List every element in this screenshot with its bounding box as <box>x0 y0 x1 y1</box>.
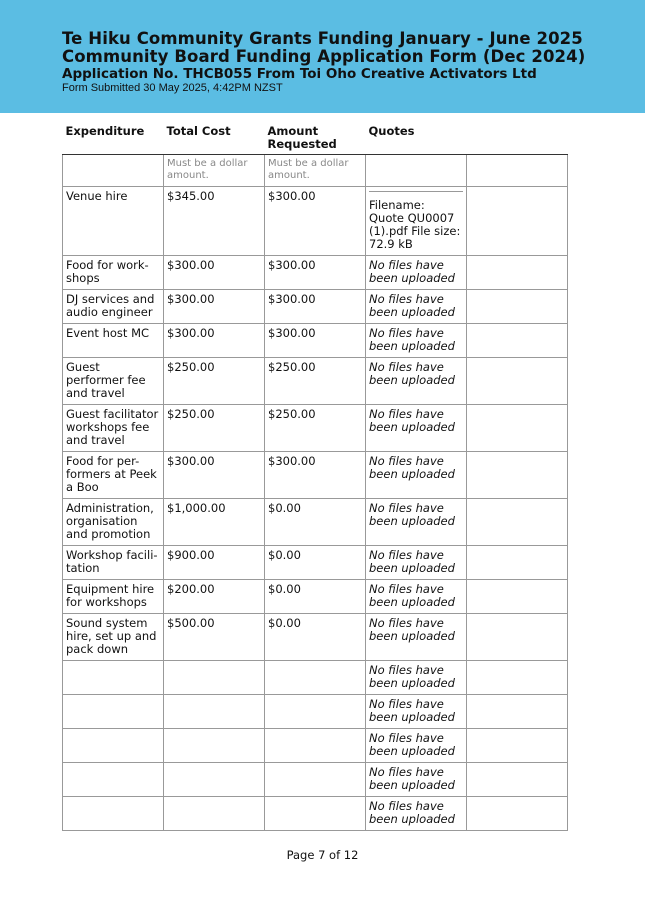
quote-cell <box>366 729 467 763</box>
blank-cell <box>467 324 568 358</box>
no-files-text: No files have been uploaded <box>369 292 455 319</box>
no-files-text: No files have been uploaded <box>369 765 455 792</box>
no-files-text: No files have been uploaded <box>369 731 455 758</box>
no-files-text: No files have been uploaded <box>369 454 455 481</box>
total-cost-cell: $500.00 <box>164 614 265 661</box>
blank-cell <box>467 452 568 499</box>
total-cost-cell: $1,000.00 <box>164 499 265 546</box>
expenditure-cell: Guest facilitator workshops fee and travel <box>63 405 164 452</box>
form-title-line2: Community Board Funding Application Form (Dec 2024) <box>62 47 586 66</box>
amount-requested-cell: $0.00 <box>265 499 366 546</box>
quote-cell <box>366 580 467 614</box>
quote-cell <box>366 614 467 661</box>
hint-cell <box>63 155 164 187</box>
total-cost-cell: $250.00 <box>164 358 265 405</box>
amount-requested-hint: Must be a dollar amount. <box>265 155 366 187</box>
page-number: Page 7 of 12 <box>286 848 359 862</box>
no-files-text: No files have been uploaded <box>369 407 455 434</box>
expenditure-cell <box>63 729 164 763</box>
blank-cell <box>467 358 568 405</box>
column-header-quotes: Quotes <box>366 122 467 155</box>
blank-cell <box>467 763 568 797</box>
expenditure-table <box>62 122 568 831</box>
expenditure-cell: Equipment hire for workshops <box>63 580 164 614</box>
expenditure-cell: Workshop facili-tation <box>63 546 164 580</box>
quote-cell <box>366 187 467 256</box>
expenditure-cell <box>63 797 164 831</box>
total-cost-cell: $200.00 <box>164 580 265 614</box>
no-files-text: No files have been uploaded <box>369 663 455 690</box>
column-header-total-cost: Total Cost <box>164 122 265 155</box>
blank-cell <box>467 729 568 763</box>
amount-requested-cell: $250.00 <box>265 405 366 452</box>
expenditure-cell <box>63 695 164 729</box>
no-files-text: No files have been uploaded <box>369 582 455 609</box>
column-header-expenditure: Expenditure <box>63 122 164 155</box>
quote-cell <box>366 324 467 358</box>
hint-cell <box>467 155 568 187</box>
table-row <box>63 661 568 695</box>
blank-cell <box>467 614 568 661</box>
uploaded-file-info: Filename: Quote QU0007 (1).pdf File size: 72.9 kB <box>369 191 463 251</box>
quote-cell <box>366 358 467 405</box>
quote-cell <box>366 763 467 797</box>
blank-cell <box>467 290 568 324</box>
no-files-text: No files have been uploaded <box>369 616 455 643</box>
amount-requested-cell: $250.00 <box>265 358 366 405</box>
table-row <box>63 405 568 452</box>
table-row <box>63 763 568 797</box>
column-header-amount-requested: Amount Requested <box>265 122 366 155</box>
quote-cell <box>366 661 467 695</box>
no-files-text: No files have been uploaded <box>369 360 455 387</box>
amount-requested-cell: $300.00 <box>265 324 366 358</box>
total-cost-cell <box>164 695 265 729</box>
table-row <box>63 614 568 661</box>
amount-requested-cell: $0.00 <box>265 580 366 614</box>
blank-cell <box>467 580 568 614</box>
application-number: Application No. THCB055 From Toi Oho Creative Activators Ltd <box>62 66 537 82</box>
blank-cell <box>467 499 568 546</box>
column-header-blank <box>467 122 568 155</box>
table-row <box>63 580 568 614</box>
table-row <box>63 546 568 580</box>
expenditure-cell: Food for per-formers at Peek a Boo <box>63 452 164 499</box>
form-title-line1: Te Hiku Community Grants Funding January - June 2025 <box>62 29 583 48</box>
quote-cell <box>366 452 467 499</box>
blank-cell <box>467 661 568 695</box>
table-row <box>63 358 568 405</box>
no-files-text: No files have been uploaded <box>369 799 455 826</box>
blank-cell <box>467 256 568 290</box>
expenditure-cell <box>63 661 164 695</box>
amount-requested-cell <box>265 695 366 729</box>
header-banner <box>0 0 645 113</box>
table-row <box>63 256 568 290</box>
total-cost-cell: $300.00 <box>164 256 265 290</box>
total-cost-cell <box>164 763 265 797</box>
amount-requested-cell: $300.00 <box>265 290 366 324</box>
amount-requested-cell: $0.00 <box>265 546 366 580</box>
expenditure-cell: Sound system hire, set up and pack down <box>63 614 164 661</box>
quote-cell <box>366 256 467 290</box>
expenditure-cell: Venue hire <box>63 187 164 256</box>
amount-requested-cell <box>265 729 366 763</box>
table-header-row <box>63 122 568 155</box>
expenditure-cell: Food for work-shops <box>63 256 164 290</box>
quote-cell <box>366 405 467 452</box>
quote-cell <box>366 546 467 580</box>
total-cost-cell <box>164 661 265 695</box>
amount-requested-cell <box>265 763 366 797</box>
amount-requested-cell <box>265 797 366 831</box>
total-cost-cell: $250.00 <box>164 405 265 452</box>
expenditure-cell: Administration, organisation and promotion <box>63 499 164 546</box>
total-cost-cell <box>164 797 265 831</box>
quote-cell <box>366 290 467 324</box>
total-cost-cell: $300.00 <box>164 324 265 358</box>
amount-requested-cell: $300.00 <box>265 187 366 256</box>
no-files-text: No files have been uploaded <box>369 326 455 353</box>
table-row <box>63 452 568 499</box>
amount-requested-cell: $300.00 <box>265 452 366 499</box>
quote-cell <box>366 797 467 831</box>
blank-cell <box>467 187 568 256</box>
total-cost-cell: $345.00 <box>164 187 265 256</box>
amount-requested-cell: $300.00 <box>265 256 366 290</box>
table-row <box>63 290 568 324</box>
quote-cell <box>366 695 467 729</box>
table-row <box>63 187 568 256</box>
amount-requested-cell: $0.00 <box>265 614 366 661</box>
blank-cell <box>467 695 568 729</box>
submission-timestamp: Form Submitted 30 May 2025, 4:42PM NZST <box>62 82 283 94</box>
table-row <box>63 499 568 546</box>
no-files-text: No files have been uploaded <box>369 501 455 528</box>
hint-cell <box>366 155 467 187</box>
total-cost-cell: $300.00 <box>164 452 265 499</box>
total-cost-cell <box>164 729 265 763</box>
expenditure-cell: DJ services and audio engineer <box>63 290 164 324</box>
table-row <box>63 729 568 763</box>
expenditure-cell <box>63 763 164 797</box>
blank-cell <box>467 405 568 452</box>
table-row <box>63 797 568 831</box>
amount-requested-cell <box>265 661 366 695</box>
table-row <box>63 324 568 358</box>
no-files-text: No files have been uploaded <box>369 548 455 575</box>
total-cost-hint: Must be a dollar amount. <box>164 155 265 187</box>
blank-cell <box>467 546 568 580</box>
expenditure-cell: Event host MC <box>63 324 164 358</box>
quote-cell <box>366 499 467 546</box>
no-files-text: No files have been uploaded <box>369 697 455 724</box>
blank-cell <box>467 797 568 831</box>
total-cost-cell: $300.00 <box>164 290 265 324</box>
total-cost-cell: $900.00 <box>164 546 265 580</box>
expenditure-cell: Guest performer fee and travel <box>63 358 164 405</box>
table-row <box>63 695 568 729</box>
no-files-text: No files have been uploaded <box>369 258 455 285</box>
hint-row <box>63 155 568 187</box>
